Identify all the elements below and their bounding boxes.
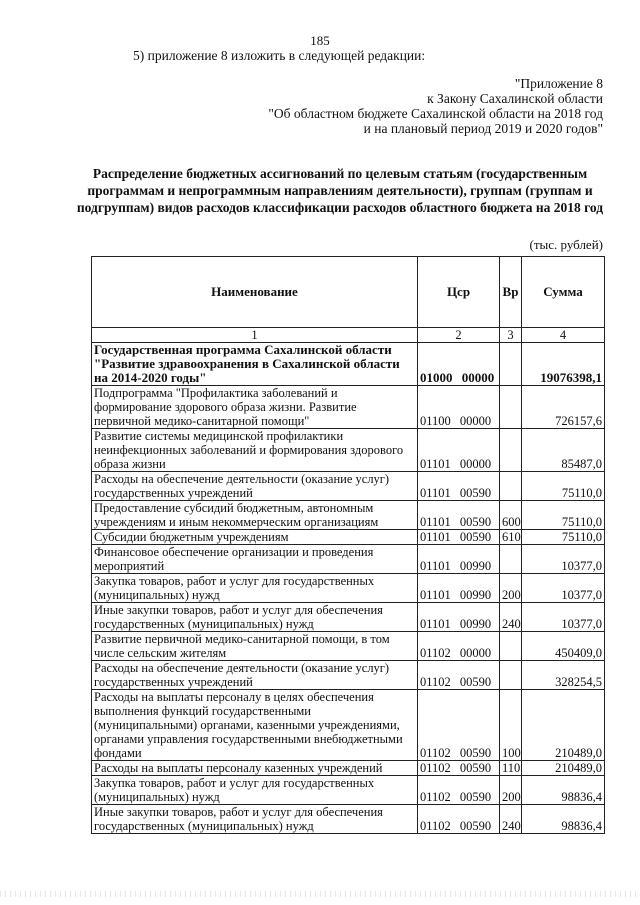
row-csr-cell: 01102 00000	[418, 632, 500, 661]
column-number: 3	[500, 328, 522, 343]
table-row	[92, 501, 605, 530]
row-name-cell: Закупка товаров, работ и услуг для государственных (муниципальных) нужд	[92, 574, 418, 603]
row-sum-cell: 210489,0	[522, 761, 605, 776]
row-sum-cell: 10377,0	[522, 574, 605, 603]
column-number: 4	[522, 328, 605, 343]
table-row	[92, 429, 605, 472]
table-row	[92, 690, 605, 761]
table-row	[92, 776, 605, 805]
row-vr-cell: 200	[500, 776, 522, 805]
row-vr-cell: 240	[500, 805, 522, 834]
row-vr-cell	[500, 632, 522, 661]
page-number: 185	[310, 33, 330, 48]
document-title	[60, 165, 620, 216]
appendix-line: "Об областном бюджете Сахалинской области на 2018 год	[268, 106, 603, 121]
row-vr-cell	[500, 472, 522, 501]
appendix-line: к Закону Сахалинской области	[427, 91, 603, 106]
row-sum-cell: 98836,4	[522, 776, 605, 805]
row-vr-cell	[500, 545, 522, 574]
row-vr-cell: 600	[500, 501, 522, 530]
row-csr-cell: 01102 00590	[418, 805, 500, 834]
row-name-cell: Субсидии бюджетным учреждениям	[92, 530, 418, 545]
row-name-cell: Развитие первичной медико-санитарной помощи, в том числе сельским жителям	[92, 632, 418, 661]
row-sum-cell: 10377,0	[522, 603, 605, 632]
row-sum-cell: 210489,0	[522, 690, 605, 761]
row-vr-cell: 240	[500, 603, 522, 632]
row-vr-cell: 610	[500, 530, 522, 545]
header-sum: Сумма	[522, 257, 605, 328]
row-vr-cell: 100	[500, 690, 522, 761]
row-csr-cell: 01101 00590	[418, 501, 500, 530]
table-row	[92, 603, 605, 632]
table-row	[92, 386, 605, 429]
title-line: Распределение бюджетных ассигнований по целевым статьям (государственным	[92, 166, 588, 181]
row-sum-cell: 19076398,1	[522, 343, 605, 386]
row-name-cell: Иные закупки товаров, работ и услуг для обеспечения государственных (муниципальных) нужд	[92, 603, 418, 632]
row-csr-cell: 01102 00590	[418, 776, 500, 805]
row-csr-cell: 01101 00590	[418, 472, 500, 501]
budget-table	[91, 256, 605, 834]
row-csr-cell: 01101 00990	[418, 574, 500, 603]
table-row	[92, 530, 605, 545]
column-number-row	[92, 328, 605, 343]
table-header-row	[92, 257, 605, 328]
row-sum-cell: 75110,0	[522, 472, 605, 501]
row-csr-cell: 01101 00990	[418, 603, 500, 632]
row-name-cell: Расходы на обеспечение деятельности (оказание услуг) государственных учреждений	[92, 472, 418, 501]
row-sum-cell: 328254,5	[522, 661, 605, 690]
header-csr: Цср	[418, 257, 500, 328]
appendix-line: "Приложение 8	[514, 76, 603, 91]
title-line: подгруппам) видов расходов классификации расходов областного бюджета на 2018 год	[76, 200, 604, 215]
table-body	[92, 343, 605, 834]
column-number: 2	[418, 328, 500, 343]
row-name-cell: Предоставление субсидий бюджетным, автономным учреждениям и иным некоммерческим организациям	[92, 501, 418, 530]
row-csr-cell: 01102 00590	[418, 661, 500, 690]
row-name-cell: Расходы на выплаты персоналу казенных учреждений	[92, 761, 418, 776]
row-csr-cell: 01102 00590	[418, 690, 500, 761]
units-note: (тыс. рублей)	[529, 237, 603, 252]
row-csr-cell: 01101 00590	[418, 530, 500, 545]
row-csr-cell: 01000 00000	[418, 343, 500, 386]
appendix-line: и на плановый период 2019 и 2020 годов"	[363, 121, 603, 136]
scan-artifact	[0, 891, 640, 897]
table-row	[92, 574, 605, 603]
column-number: 1	[92, 328, 418, 343]
row-name-cell: Иные закупки товаров, работ и услуг для обеспечения государственных (муниципальных) нужд	[92, 805, 418, 834]
table-row	[92, 472, 605, 501]
row-sum-cell: 85487,0	[522, 429, 605, 472]
table-row	[92, 661, 605, 690]
row-name-cell: Закупка товаров, работ и услуг для государственных (муниципальных) нужд	[92, 776, 418, 805]
row-name-cell: Расходы на выплаты персоналу в целях обеспечения выполнения функций государственными (муниципальными) органами, казенными учреждениями, органами управления государственными внебюджетными фондами	[92, 690, 418, 761]
row-name-cell: Расходы на обеспечение деятельности (оказание услуг) государственных учреждений	[92, 661, 418, 690]
row-vr-cell	[500, 429, 522, 472]
row-name-cell: Государственная программа Сахалинской области "Развитие здравоохранения в Сахалинской области на 2014-2020 годы"	[92, 343, 418, 386]
row-sum-cell: 726157,6	[522, 386, 605, 429]
table-row	[92, 632, 605, 661]
row-name-cell: Финансовое обеспечение организации и проведения мероприятий	[92, 545, 418, 574]
row-sum-cell: 450409,0	[522, 632, 605, 661]
row-csr-cell: 01102 00590	[418, 761, 500, 776]
row-csr-cell: 01101 00990	[418, 545, 500, 574]
header-vr: Вр	[500, 257, 522, 328]
row-sum-cell: 75110,0	[522, 530, 605, 545]
row-vr-cell: 200	[500, 574, 522, 603]
row-name-cell: Подпрограмма "Профилактика заболеваний и формирование здорового образа жизни. Развитие первичной медико-санитарной помощи"	[92, 386, 418, 429]
row-csr-cell: 01100 00000	[418, 386, 500, 429]
appendix-header	[268, 76, 603, 136]
row-vr-cell	[500, 386, 522, 429]
row-vr-cell	[500, 343, 522, 386]
intro-text: 5) приложение 8 изложить в следующей редакции:	[133, 48, 426, 63]
header-name: Наименование	[92, 257, 418, 328]
row-sum-cell: 10377,0	[522, 545, 605, 574]
row-name-cell: Развитие системы медицинской профилактики неинфекционных заболеваний и формирования здорового образа жизни	[92, 429, 418, 472]
row-csr-cell: 01101 00000	[418, 429, 500, 472]
table-row	[92, 545, 605, 574]
row-sum-cell: 98836,4	[522, 805, 605, 834]
table-row	[92, 761, 605, 776]
row-sum-cell: 75110,0	[522, 501, 605, 530]
table-row	[92, 343, 605, 386]
row-vr-cell: 110	[500, 761, 522, 776]
table-row	[92, 805, 605, 834]
title-line: программам и непрограммным направлениям деятельности), группам (группам и	[87, 183, 593, 198]
row-vr-cell	[500, 661, 522, 690]
